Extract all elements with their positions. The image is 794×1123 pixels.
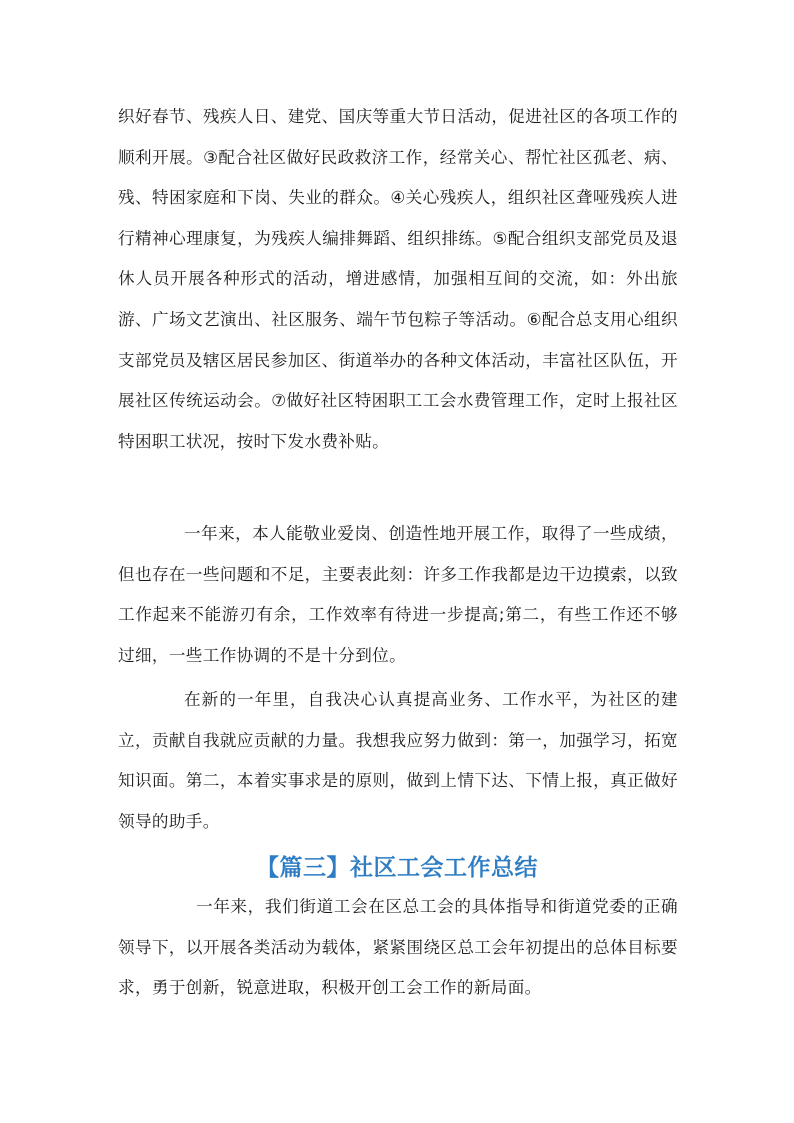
section-heading: 【篇三】社区工会工作总结 xyxy=(256,855,538,881)
paragraph-union-summary: 一年来，我们街道工会在区总工会的具体指导和街道党委的正确领导下，以开展各类活动为载体，紧紧围绕区总工会年初提出的总体目标要求，勇于创新，锐意进取，积极开创工会工作的新局面。 xyxy=(118,897,678,998)
paragraph-new-year-plan: 在新的一年里，自我决心认真提高业务、工作水平，为社区的建立，贡献自我就应贡献的力量。我想我应努力做到：第一，加强学习，拓宽知识面。第二，本着实事求是的原则，做到上情下达、下情上报，真正做好领导的助手。 xyxy=(118,690,678,831)
paragraph-year-review: 一年来，本人能敬业爱岗、创造性地开展工作，取得了一些成绩，但也存在一些问题和不足，主要表此刻：许多工作我都是边干边摸索，以致工作起来不能游刃有余，工作效率有待进一步提高;第二，有些工作还不够过细，一些工作协调的不是十分到位。 xyxy=(118,524,678,665)
paragraph-community-activities: 织好春节、残疾人日、建党、国庆等重大节日活动，促进社区的各项工作的顺利开展。③配合社区做好民政救济工作，经常关心、帮忙社区孤老、病、残、特困家庭和下岗、失业的群众。④关心残疾人，组织社区聋哑残疾人进行精神心理康复，为残疾人编排舞蹈、组织排练。⑤配合组织支部党员及退休人员开展各种形式的活动，增进感情，加强相互间的交流，如：外出旅游、广场文艺演出、社区服务、端午节包粽子等活动。⑥配合总支用心组织支部党员及辖区居民参加区、街道举办的各种文体活动，丰富社区队伍，开展社区传统运动会。⑦做好社区特困职工工会水费管理工作，定时上报社区特困职工状况，按时下发水费补贴。 xyxy=(118,107,678,451)
